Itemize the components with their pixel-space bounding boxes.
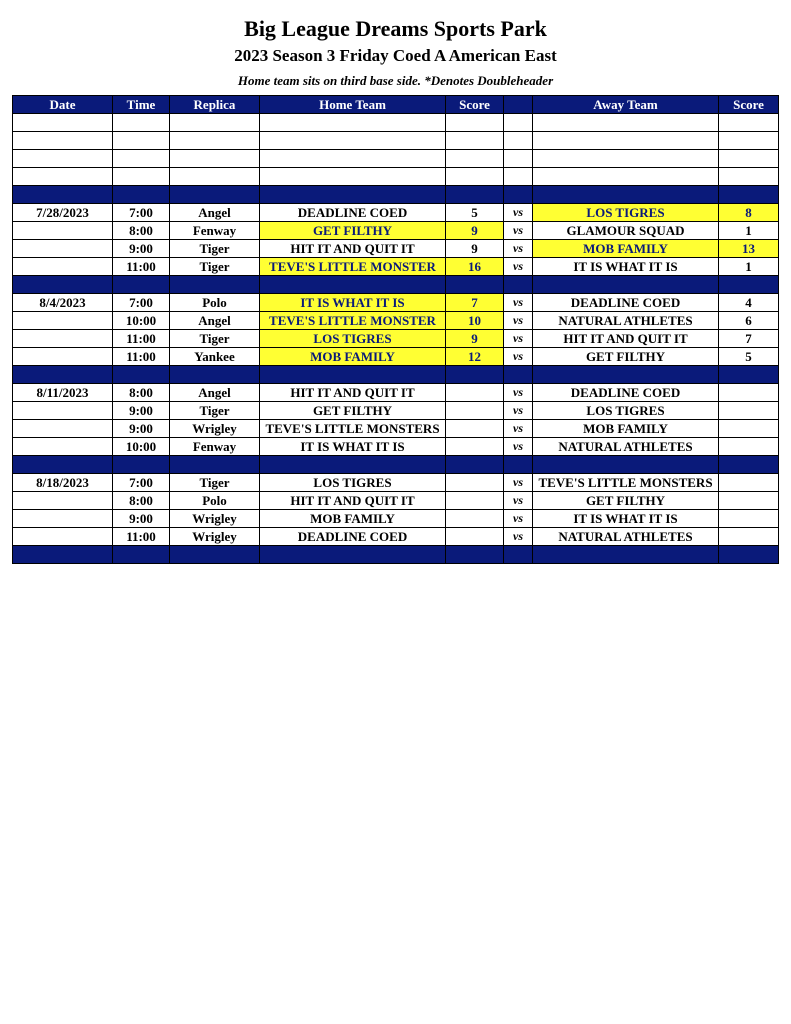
page-title: Big League Dreams Sports Park — [244, 16, 547, 41]
col-header-home-team: Home Team — [260, 96, 446, 114]
field-cell: Tiger — [170, 474, 260, 492]
empty-cell — [719, 366, 779, 384]
empty-cell — [719, 114, 779, 132]
home-team-cell: LOS TIGRES — [260, 330, 446, 348]
blank-row — [13, 150, 779, 168]
vs-cell: vs — [504, 330, 533, 348]
field-cell: Angel — [170, 384, 260, 402]
empty-cell — [533, 366, 719, 384]
field-cell: Yankee — [170, 348, 260, 366]
empty-cell — [533, 114, 719, 132]
empty-cell — [504, 168, 533, 186]
blank-row — [13, 114, 779, 132]
away-team-cell: GET FILTHY — [533, 492, 719, 510]
empty-cell — [504, 276, 533, 294]
empty-cell — [504, 186, 533, 204]
home-score-cell — [446, 402, 504, 420]
home-team-cell: DEADLINE COED — [260, 528, 446, 546]
date-cell — [13, 438, 113, 456]
vs-cell: vs — [504, 294, 533, 312]
col-header-away-score: Score — [719, 96, 779, 114]
away-team-cell: TEVE'S LITTLE MONSTERS — [533, 474, 719, 492]
empty-cell — [13, 150, 113, 168]
empty-cell — [446, 546, 504, 564]
empty-cell — [446, 456, 504, 474]
empty-cell — [170, 366, 260, 384]
empty-cell — [533, 276, 719, 294]
home-score-cell — [446, 420, 504, 438]
empty-cell — [719, 186, 779, 204]
empty-cell — [533, 186, 719, 204]
date-cell — [13, 312, 113, 330]
away-team-cell: IT IS WHAT IT IS — [533, 258, 719, 276]
empty-cell — [260, 114, 446, 132]
home-team-cell: TEVE'S LITTLE MONSTER — [260, 258, 446, 276]
schedule-table — [12, 95, 779, 564]
field-cell: Angel — [170, 204, 260, 222]
away-score-cell — [719, 420, 779, 438]
home-score-cell: 10 — [446, 312, 504, 330]
away-score-cell: 5 — [719, 348, 779, 366]
vs-cell: vs — [504, 492, 533, 510]
away-score-cell — [719, 492, 779, 510]
date-cell — [13, 492, 113, 510]
empty-cell — [113, 168, 170, 186]
empty-cell — [719, 546, 779, 564]
away-score-cell — [719, 438, 779, 456]
away-team-cell: MOB FAMILY — [533, 420, 719, 438]
away-score-cell: 6 — [719, 312, 779, 330]
empty-cell — [446, 150, 504, 168]
table-row — [13, 222, 779, 240]
table-row — [13, 474, 779, 492]
date-cell — [13, 510, 113, 528]
time-cell: 8:00 — [113, 384, 170, 402]
away-team-cell: GLAMOUR SQUAD — [533, 222, 719, 240]
field-cell: Angel — [170, 312, 260, 330]
vs-cell: vs — [504, 222, 533, 240]
date-cell: 8/4/2023 — [13, 294, 113, 312]
blank-row — [13, 132, 779, 150]
empty-cell — [260, 366, 446, 384]
away-team-cell: LOS TIGRES — [533, 402, 719, 420]
schedule-body — [13, 114, 779, 564]
empty-cell — [533, 168, 719, 186]
time-cell: 11:00 — [113, 330, 170, 348]
away-score-cell: 1 — [719, 258, 779, 276]
empty-cell — [446, 168, 504, 186]
empty-cell — [113, 114, 170, 132]
empty-cell — [13, 456, 113, 474]
date-cell: 8/18/2023 — [13, 474, 113, 492]
empty-cell — [446, 366, 504, 384]
empty-cell — [170, 456, 260, 474]
field-cell: Wrigley — [170, 528, 260, 546]
away-score-cell: 4 — [719, 294, 779, 312]
away-team-cell: NATURAL ATHLETES — [533, 438, 719, 456]
away-score-cell: 7 — [719, 330, 779, 348]
field-cell: Tiger — [170, 402, 260, 420]
date-cell — [13, 258, 113, 276]
empty-cell — [170, 546, 260, 564]
home-team-cell: GET FILTHY — [260, 222, 446, 240]
table-row — [13, 312, 779, 330]
empty-cell — [260, 276, 446, 294]
empty-cell — [13, 276, 113, 294]
date-cell — [13, 330, 113, 348]
table-row — [13, 384, 779, 402]
separator-row — [13, 456, 779, 474]
empty-cell — [13, 366, 113, 384]
away-team-cell: HIT IT AND QUIT IT — [533, 330, 719, 348]
date-cell — [13, 348, 113, 366]
home-score-cell: 5 — [446, 204, 504, 222]
time-cell: 9:00 — [113, 420, 170, 438]
empty-cell — [113, 456, 170, 474]
table-row — [13, 528, 779, 546]
time-cell: 11:00 — [113, 258, 170, 276]
empty-cell — [504, 546, 533, 564]
empty-cell — [504, 150, 533, 168]
field-cell: Tiger — [170, 258, 260, 276]
home-score-cell — [446, 528, 504, 546]
field-cell: Fenway — [170, 222, 260, 240]
empty-cell — [113, 366, 170, 384]
away-score-cell: 13 — [719, 240, 779, 258]
empty-cell — [13, 114, 113, 132]
date-cell — [13, 402, 113, 420]
col-header-replica: Replica — [170, 96, 260, 114]
vs-cell: vs — [504, 528, 533, 546]
home-score-cell — [446, 384, 504, 402]
date-cell — [13, 222, 113, 240]
empty-cell — [446, 186, 504, 204]
empty-cell — [719, 168, 779, 186]
empty-cell — [13, 186, 113, 204]
home-team-cell: GET FILTHY — [260, 402, 446, 420]
empty-cell — [170, 132, 260, 150]
col-header-away-team: Away Team — [533, 96, 719, 114]
col-header-home-score: Score — [446, 96, 504, 114]
table-row — [13, 420, 779, 438]
vs-cell: vs — [504, 438, 533, 456]
blank-row — [13, 168, 779, 186]
date-cell — [13, 528, 113, 546]
empty-cell — [719, 276, 779, 294]
home-score-cell — [446, 492, 504, 510]
empty-cell — [260, 132, 446, 150]
home-score-cell: 9 — [446, 222, 504, 240]
away-team-cell: MOB FAMILY — [533, 240, 719, 258]
empty-cell — [170, 186, 260, 204]
table-header-row — [13, 96, 779, 114]
time-cell: 8:00 — [113, 222, 170, 240]
table-row — [13, 294, 779, 312]
home-team-cell: DEADLINE COED — [260, 204, 446, 222]
home-score-cell — [446, 510, 504, 528]
away-team-cell: DEADLINE COED — [533, 294, 719, 312]
away-score-cell — [719, 528, 779, 546]
empty-cell — [260, 150, 446, 168]
empty-cell — [504, 132, 533, 150]
home-score-cell — [446, 474, 504, 492]
empty-cell — [260, 546, 446, 564]
empty-cell — [260, 168, 446, 186]
home-score-cell: 12 — [446, 348, 504, 366]
col-header-vs — [504, 96, 533, 114]
away-score-cell — [719, 510, 779, 528]
away-score-cell: 1 — [719, 222, 779, 240]
away-score-cell — [719, 474, 779, 492]
field-cell: Polo — [170, 294, 260, 312]
field-cell: Polo — [170, 492, 260, 510]
page-subtitle: 2023 Season 3 Friday Coed A American East — [234, 46, 557, 65]
empty-cell — [113, 132, 170, 150]
empty-cell — [170, 276, 260, 294]
home-score-cell: 7 — [446, 294, 504, 312]
home-team-cell: TEVE'S LITTLE MONSTERS — [260, 420, 446, 438]
home-team-cell: HIT IT AND QUIT IT — [260, 384, 446, 402]
table-row — [13, 402, 779, 420]
away-team-cell: GET FILTHY — [533, 348, 719, 366]
separator-row — [13, 546, 779, 564]
col-header-time: Time — [113, 96, 170, 114]
away-score-cell — [719, 384, 779, 402]
time-cell: 7:00 — [113, 294, 170, 312]
time-cell: 7:00 — [113, 204, 170, 222]
home-team-cell: HIT IT AND QUIT IT — [260, 492, 446, 510]
home-score-cell — [446, 438, 504, 456]
empty-cell — [533, 456, 719, 474]
empty-cell — [719, 150, 779, 168]
away-score-cell — [719, 402, 779, 420]
time-cell: 9:00 — [113, 402, 170, 420]
home-team-cell: IT IS WHAT IT IS — [260, 294, 446, 312]
empty-cell — [533, 132, 719, 150]
empty-cell — [504, 456, 533, 474]
empty-cell — [533, 546, 719, 564]
empty-cell — [113, 150, 170, 168]
table-row — [13, 492, 779, 510]
date-cell — [13, 240, 113, 258]
empty-cell — [113, 276, 170, 294]
away-team-cell: NATURAL ATHLETES — [533, 528, 719, 546]
date-cell: 7/28/2023 — [13, 204, 113, 222]
table-row — [13, 204, 779, 222]
away-team-cell: NATURAL ATHLETES — [533, 312, 719, 330]
empty-cell — [113, 186, 170, 204]
time-cell: 8:00 — [113, 492, 170, 510]
away-team-cell: DEADLINE COED — [533, 384, 719, 402]
empty-cell — [170, 114, 260, 132]
vs-cell: vs — [504, 384, 533, 402]
vs-cell: vs — [504, 204, 533, 222]
home-team-cell: TEVE'S LITTLE MONSTER — [260, 312, 446, 330]
time-cell: 11:00 — [113, 348, 170, 366]
empty-cell — [719, 132, 779, 150]
table-row — [13, 438, 779, 456]
field-cell: Tiger — [170, 240, 260, 258]
vs-cell: vs — [504, 474, 533, 492]
away-team-cell: IT IS WHAT IT IS — [533, 510, 719, 528]
home-score-cell: 9 — [446, 330, 504, 348]
empty-cell — [504, 366, 533, 384]
empty-cell — [446, 132, 504, 150]
time-cell: 10:00 — [113, 312, 170, 330]
time-cell: 9:00 — [113, 510, 170, 528]
vs-cell: vs — [504, 240, 533, 258]
separator-row — [13, 186, 779, 204]
time-cell: 11:00 — [113, 528, 170, 546]
empty-cell — [504, 114, 533, 132]
home-team-cell: HIT IT AND QUIT IT — [260, 240, 446, 258]
empty-cell — [719, 456, 779, 474]
empty-cell — [446, 276, 504, 294]
empty-cell — [533, 150, 719, 168]
time-cell: 9:00 — [113, 240, 170, 258]
empty-cell — [113, 546, 170, 564]
field-cell: Fenway — [170, 438, 260, 456]
away-team-cell: LOS TIGRES — [533, 204, 719, 222]
vs-cell: vs — [504, 258, 533, 276]
field-cell: Wrigley — [170, 510, 260, 528]
vs-cell: vs — [504, 348, 533, 366]
vs-cell: vs — [504, 402, 533, 420]
empty-cell — [446, 114, 504, 132]
home-team-cell: MOB FAMILY — [260, 348, 446, 366]
empty-cell — [170, 150, 260, 168]
empty-cell — [260, 186, 446, 204]
empty-cell — [13, 132, 113, 150]
home-team-cell: IT IS WHAT IT IS — [260, 438, 446, 456]
table-row — [13, 240, 779, 258]
date-cell — [13, 420, 113, 438]
page-note: Home team sits on third base side. *Denotes Doubleheader — [237, 73, 554, 88]
home-team-cell: MOB FAMILY — [260, 510, 446, 528]
separator-row — [13, 366, 779, 384]
empty-cell — [260, 456, 446, 474]
table-row — [13, 348, 779, 366]
empty-cell — [170, 168, 260, 186]
date-cell: 8/11/2023 — [13, 384, 113, 402]
field-cell: Wrigley — [170, 420, 260, 438]
home-score-cell: 16 — [446, 258, 504, 276]
col-header-date: Date — [13, 96, 113, 114]
home-score-cell: 9 — [446, 240, 504, 258]
empty-cell — [13, 168, 113, 186]
time-cell: 7:00 — [113, 474, 170, 492]
vs-cell: vs — [504, 510, 533, 528]
vs-cell: vs — [504, 420, 533, 438]
table-row — [13, 258, 779, 276]
home-team-cell: LOS TIGRES — [260, 474, 446, 492]
table-row — [13, 330, 779, 348]
field-cell: Tiger — [170, 330, 260, 348]
empty-cell — [13, 546, 113, 564]
vs-cell: vs — [504, 312, 533, 330]
table-row — [13, 510, 779, 528]
separator-row — [13, 276, 779, 294]
away-score-cell: 8 — [719, 204, 779, 222]
time-cell: 10:00 — [113, 438, 170, 456]
